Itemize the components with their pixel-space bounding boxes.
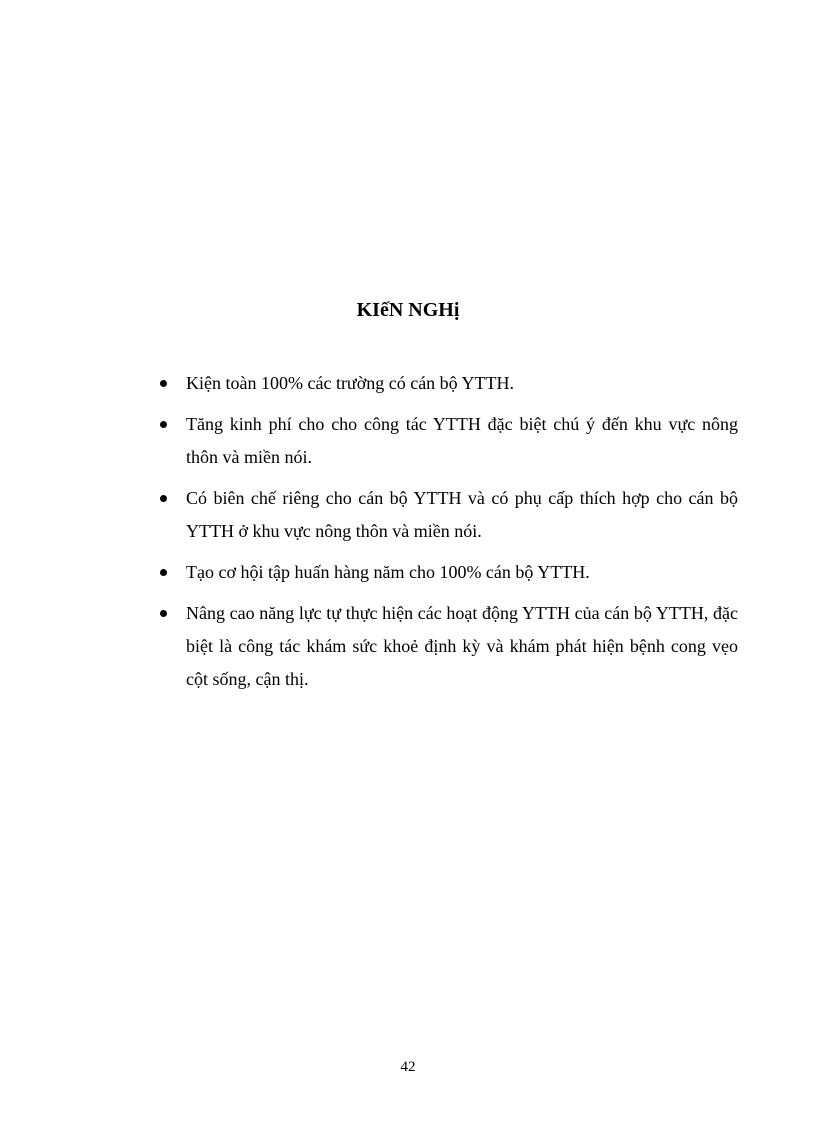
bullet-icon [160,380,167,387]
recommendation-text: Tạo cơ hội tập huấn hàng năm cho 100% cán bộ YTTH. [186,562,590,582]
recommendation-text: Kiện toàn 100% các trường có cán bộ YTTH. [186,373,514,393]
page-title: KIếN NGHị [356,299,460,321]
recommendation-list [160,367,738,704]
list-item [160,367,738,400]
bullet-icon [160,495,167,502]
bullet-icon [160,569,167,576]
bullet-icon [160,610,167,617]
recommendation-text: Nâng cao năng lực tự thực hiện các hoạt động YTTH của cán bộ YTTH, đặc biệt là công tác khám sức khoẻ định kỳ và khám phát hiện bệnh cong vẹo cột sống, cận thị. [186,603,738,689]
list-item [160,408,738,474]
bullet-icon [160,421,167,428]
list-item [160,556,738,589]
list-item [160,597,738,696]
list-item [160,482,738,548]
page-number: 42 [400,1059,416,1075]
recommendation-text: Tăng kinh phí cho cho công tác YTTH đặc biệt chú ý đến khu vực nông thôn và miền nói. [186,414,738,467]
recommendation-text: Có biên chế riêng cho cán bộ YTTH và có phụ cấp thích hợp cho cán bộ YTTH ở khu vực nông thôn và miền nói. [186,488,738,541]
